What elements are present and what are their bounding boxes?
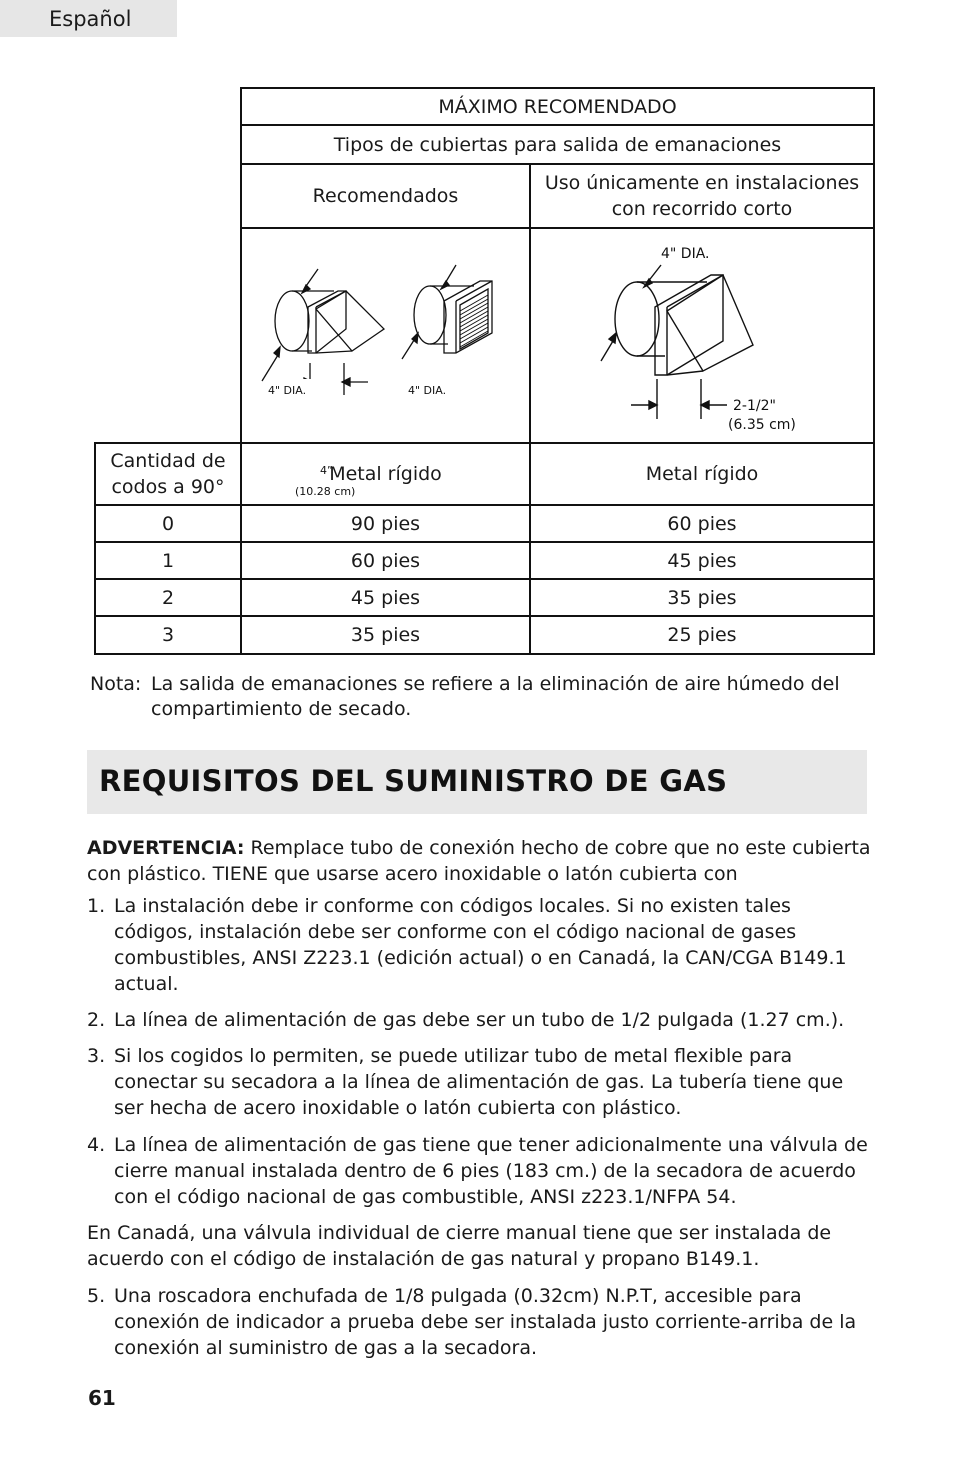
vent-length-table [94, 87, 875, 655]
list-item-text: Una roscadora enchufada de 1/8 pulgada (0.32cm) N.P.T, accesible para conexión de indicador a prueba debe ser instalada justo corriente-arriba de la conexión al suministro de gas a la secadora. [114, 1285, 857, 1359]
table-cell-recommended: 45 pies [350, 586, 421, 609]
list-item-text: La línea de alimentación de gas tiene que tener adicionalmente una válvula de cierre manual instalada dentro de 6 pies (183 cm.) de la secadora de acuerdo con el código nacional de gas combustible, ANSI z223.1/NFPA 54. [114, 1134, 868, 1208]
material-short-run: Metal rígido [645, 463, 759, 485]
short-dia-label: 4" DIA. [661, 246, 710, 262]
table-cell-short-run: 25 pies [667, 624, 737, 646]
section-title: REQUISITOS DEL SUMINISTRO DE GAS [99, 764, 728, 798]
table-cell-short-run: 45 pies [667, 549, 737, 572]
table-cell-recommended: 90 pies [350, 512, 421, 535]
short-run-hood-illustration [531, 229, 873, 442]
warning-text: Remplace tubo de conexión hecho de cobre que no este cubierta con plástico. TIENE que usarse acero inoxidable o latón cubierta con [87, 837, 871, 885]
table-cell-elbows: 1 [161, 549, 175, 572]
table-cell-recommended: 60 pies [350, 549, 421, 572]
table-cell-elbows: 2 [161, 586, 175, 609]
note-text: La salida de emanaciones se refiere a la eliminación de aire húmedo del compartimiento de secado. [151, 673, 840, 720]
elbows-header: Cantidad de codos a 90° [110, 450, 226, 498]
col-header-short-run: Uso únicamente en instalaciones con recorrido corto [544, 172, 860, 220]
table-subtitle: Tipos de cubiertas para salida de emanaciones [333, 133, 782, 156]
warning-label: ADVERTENCIA: [87, 837, 245, 859]
page-number: 61 [88, 1386, 116, 1410]
hood-width-metric: (10.28 cm) [295, 485, 356, 498]
list-item-number: 5. [87, 1285, 106, 1307]
list-item-number: 3. [87, 1045, 106, 1067]
note-prefix: Nota: [90, 673, 142, 695]
short-width-label: 2-1/2" [733, 398, 776, 414]
table-title: MÁXIMO RECOMENDADO [438, 95, 677, 118]
list-item-number: 4. [87, 1134, 106, 1156]
list-item-text: Si los cogidos lo permiten, se puede utilizar tubo de metal flexible para conectar su secadora a la línea de alimentación de gas. La tubería tiene que ser hecha de acero inoxidable o latón cubierta con plástico. [114, 1045, 844, 1119]
table-cell-recommended: 35 pies [350, 624, 421, 646]
list-item-text: La línea de alimentación de gas debe ser un tubo de 1/2 pulgada (1.27 cm.). [114, 1009, 845, 1031]
hood1-dia-label: 4" DIA. [268, 384, 307, 397]
material-recommended: Metal rígido [329, 463, 442, 485]
list-item-number: 1. [87, 895, 106, 917]
table-cell-short-run: 60 pies [667, 512, 737, 535]
section-heading [87, 750, 867, 814]
short-width-metric: (6.35 cm) [728, 417, 796, 433]
hood-width-label: 4” [320, 464, 333, 477]
list-item-text: La instalación debe ir conforme con códigos locales. Si no existen tales códigos, instalación debe ser conforme con el código nacional de gases combustibles, ANSI Z223.1 (edición actual) o en Canadá, la CAN/CGA B149.1 actual. [114, 895, 847, 995]
canada-paragraph: En Canadá, una válvula individual de cierre manual tiene que ser instalada de acuerdo con el código de instalación de gas natural y propano B149.1. [87, 1222, 832, 1270]
table-cell-short-run: 35 pies [667, 586, 737, 609]
table-cell-elbows: 0 [161, 512, 175, 535]
col-header-recommended: Recomendados [312, 185, 459, 207]
list-item-number: 2. [87, 1009, 106, 1031]
warning-paragraph [87, 835, 877, 887]
language-tab: Español [0, 0, 177, 37]
table-cell-elbows: 3 [161, 624, 175, 646]
hood2-dia-label: 4" DIA. [408, 384, 447, 397]
